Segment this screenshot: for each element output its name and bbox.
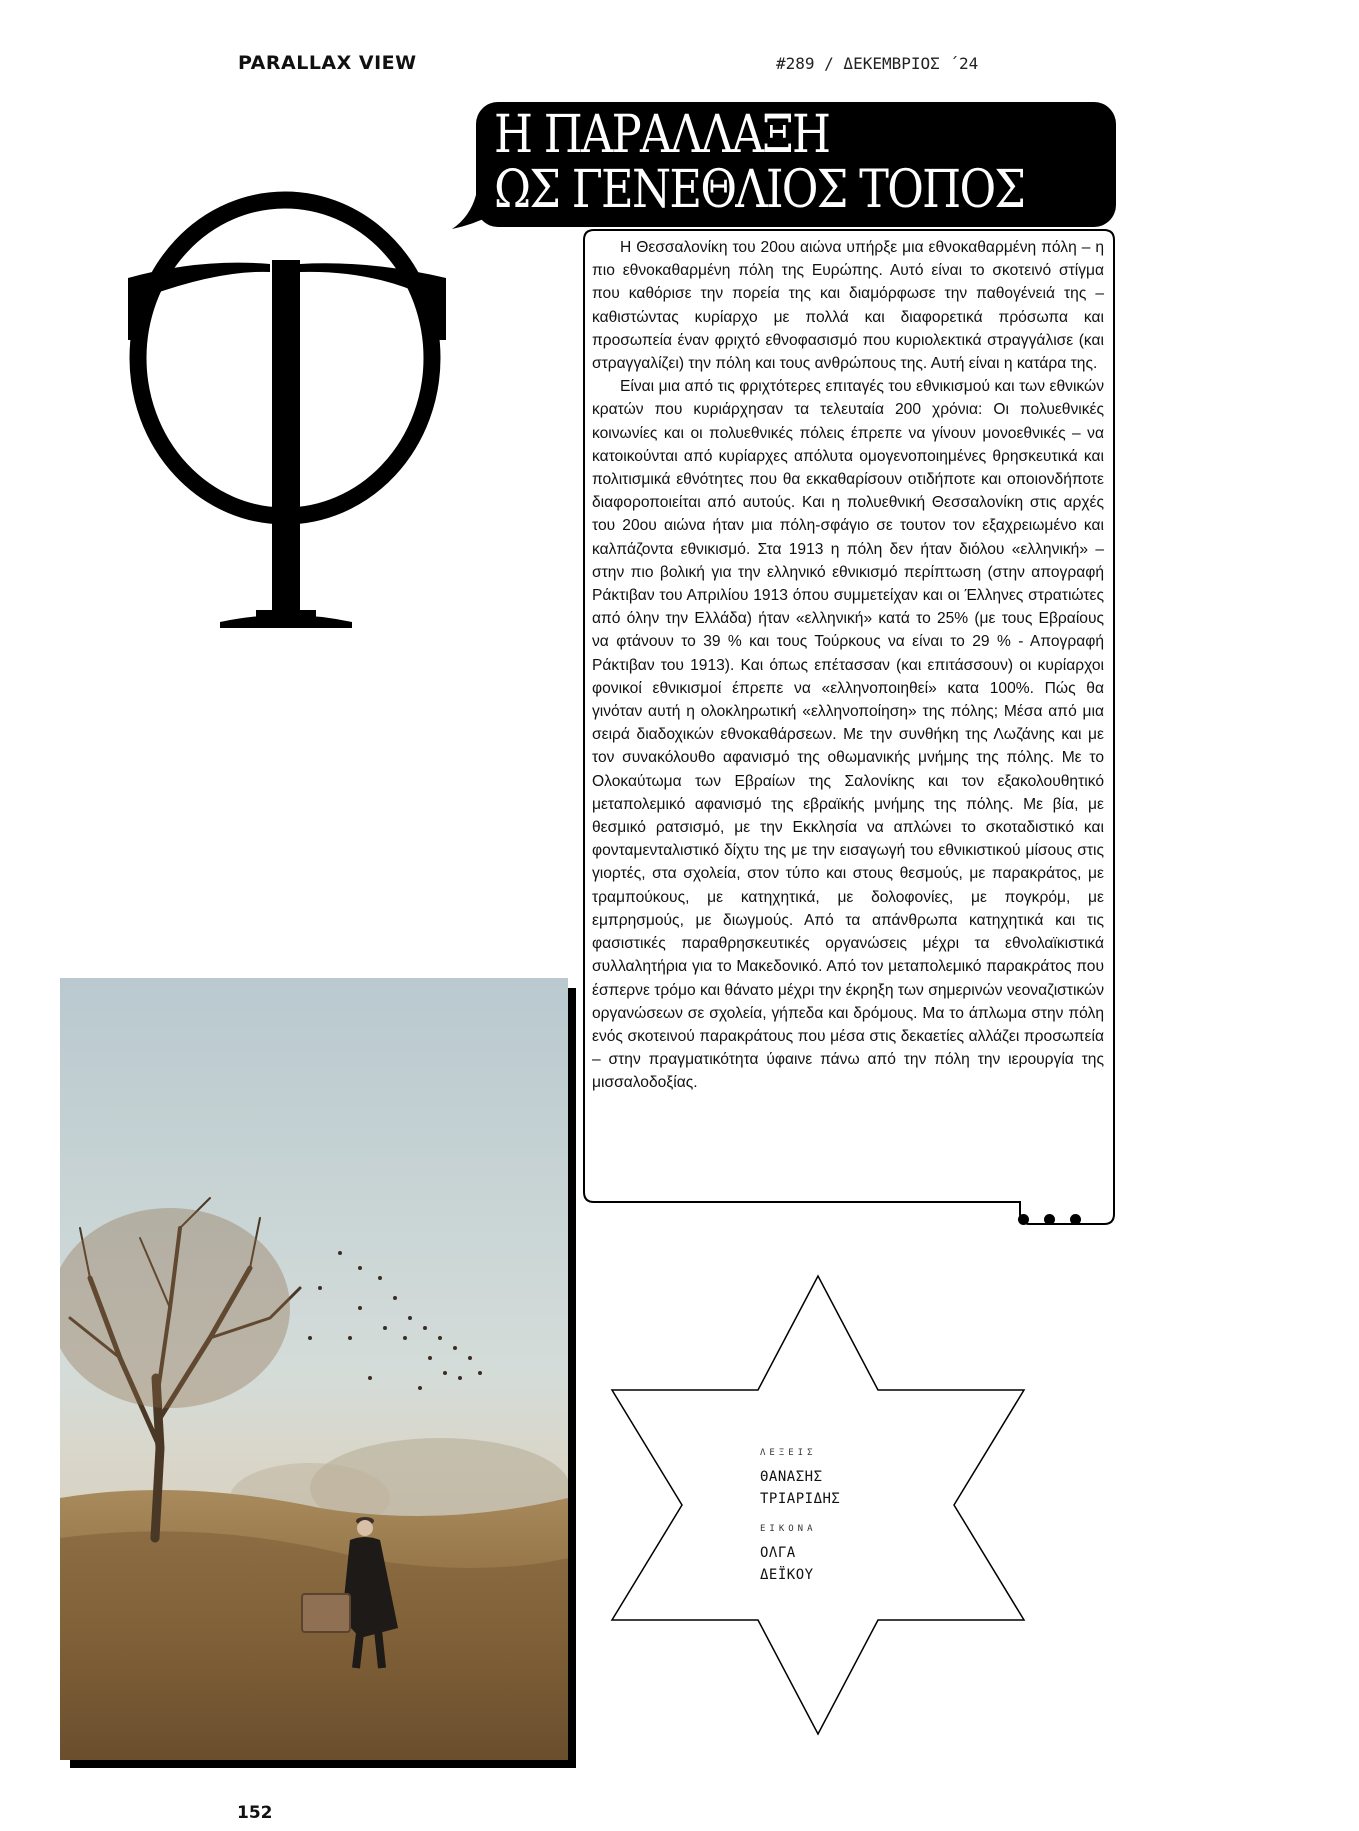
photo-man-with-suitcase-in-foggy-field bbox=[60, 978, 568, 1760]
author-name bbox=[760, 1466, 920, 1510]
speech-bubble-tail-icon bbox=[452, 195, 492, 235]
image-label: ΕΙΚΟΝΑ bbox=[760, 1524, 817, 1534]
issue-info: #289 / ΔΕΚΕΜΒΡΙΟΣ ΄24 bbox=[776, 54, 979, 73]
article-title bbox=[494, 105, 1027, 220]
ellipsis-dots-icon bbox=[1018, 1212, 1096, 1230]
section-title: PARALLAX VIEW bbox=[238, 52, 417, 74]
author-first-name: ΘΑΝΑΣΗΣ bbox=[760, 1469, 823, 1485]
words-label: ΛΕΞΕΙΣ bbox=[760, 1448, 817, 1458]
author-last-name: ΤΡΙΑΡΙΔΗΣ bbox=[760, 1491, 841, 1507]
article-paragraph-2: Είναι μια από τις φριχτότερες επιταγές του εθνικισμού και των εθνικών κρατών που κυριάρχησαν τα τελευταία 200 χρόνια: Οι πολυεθνικές κοινωνίες και οι πολυεθνικές πόλεις έπρεπε να γίνουν μονοεθνικές – να κατοικούνται από κυρίαρχες απόλυτα ομογενοποιημένες θρησκευτικά και πολιτισμικά εθνότητες που θα εκκαθαρίσουν οτιδήποτε και οποιονδήποτε διαφοροποιείται από αυτούς. Και η πολυεθνική Θεσσαλονίκη στις αρχές του 20ου αιώνα ήταν μια πόλη-σφάγιο σε τουτον τον εξαχρειωμένο και καλπάζοντα εθνικισμό. Στα 1913 η πόλη δεν ήταν διόλου «ελληνική» – στην πιο βολική για την ελληνικό εθνικισμό περίπτωση (στην απογραφή Ράκτιβαν του Απριλίου 1913 όπου συμμετείχαν και οι Έλληνες στρατιώτες από όλην την Ελλάδα) ήταν «ελληνική» κατά το 25% (με τους Εβραίους να φτάνουν το 39 % και τους Τούρκους να είναι το 29 % - Απογραφή Ράκτιβαν του 1913). Και όπως επέτασσαν (και επιτάσσουν) οι κυρίαρχοι φονικοί εθνικισμοί έπρεπε να «ελληνοποιηθεί» κατα 100%. Πώς θα γινόταν αυτή η ολοκληρωτική «ελληνοποίηση» της πόλης; Μέσα από μια σειρά διαδοχικών εθνοκαθάρσεων. Με την συνθήκη της Λωζάνης και με τον συνακόλουθο αφανισμό της οθωμανικής μνήμης της πόλης. Με το Ολοκαύτωμα των Εβραίων της Σαλονίκης και τον εξακολουθητικό μεταπολεμικό αφανισμό της εβραϊκής μνήμης της πόλης. Με βία, με θεσμικό ρατσισμό, με την Εκκλησία να απλώνει το σκοταδιστικό και φονταμενταλιστικό δίχτυ της με την εισαγωγή του εθνικιστικού μίσους στις γιορτές, στα σχολεία, στον τύπο και στους θεσμούς, με παρακράτος, με τραμπούκους, με κατηχητικά, με δολοφονίες, με πογκρόμ, με εμπρησμούς, με διωγμούς. Από τα απάνθρωπα κατηχητικά και τις φασιστικές παραθρησκευτικές οργανώσεις μέχρι τα εθνολαϊκιστικά συλλαλητήρια για το Μακεδονικό. Από τον μεταπολεμικό παρακράτος που έσπερνε τρόμο και θάνατο μέχρι την έκρηξη των σημερινών νεοναζιστικών οργανώσεων σε σχολεία, γήπεδα και δρόμους. Μα το άπλωμα στην πόλη ενός σκοτεινού παρακράτους που μέσα στις δεκαετίες αλλάζει προσωπεία – στην πραγματικότητα ύφαινε πάνω από την πόλη την ιερουργία της μισσαλοδοξίας. bbox=[592, 378, 1104, 1092]
title-line-2: ΩΣ ΓΕΝΕΘΛΙΟΣ ΤΟΠΟΣ bbox=[494, 160, 1025, 220]
article-body bbox=[592, 236, 1104, 1095]
photographer-name bbox=[760, 1542, 920, 1586]
phi-tau-monogram-icon bbox=[100, 100, 480, 640]
photographer-last-name: ΔΕΪΚΟΥ bbox=[760, 1567, 814, 1583]
article-paragraph-1: Η Θεσσαλονίκη του 20ου αιώνα υπήρξε μια εθνοκαθαρμένη πόλη – η πιο εθνοκαθαρμένη πόλη της Ευρώπης. Αυτό είναι το σκοτεινό στίγμα που καθόρισε την πορεία της και διαμόρφωσε την παθογένειά της – καθιστώντας κυρίαρχο με πολλά και διαφορετικά πρόσωπα και προσωπεία έναν φριχτό εθνοφασισμό που κυριολεκτικά στραγγάλισε (και στραγγαλίζει) την πόλη και τους ανθρώπους της. Αυτή είναι η κατάρα της. bbox=[592, 239, 1104, 373]
photographer-first-name: ΟΛΓΑ bbox=[760, 1545, 796, 1561]
title-line-1: Η ΠΑΡΑΛΛΑΞΗ bbox=[494, 105, 830, 165]
page-number: 152 bbox=[237, 1803, 273, 1823]
credits bbox=[760, 1448, 920, 1600]
